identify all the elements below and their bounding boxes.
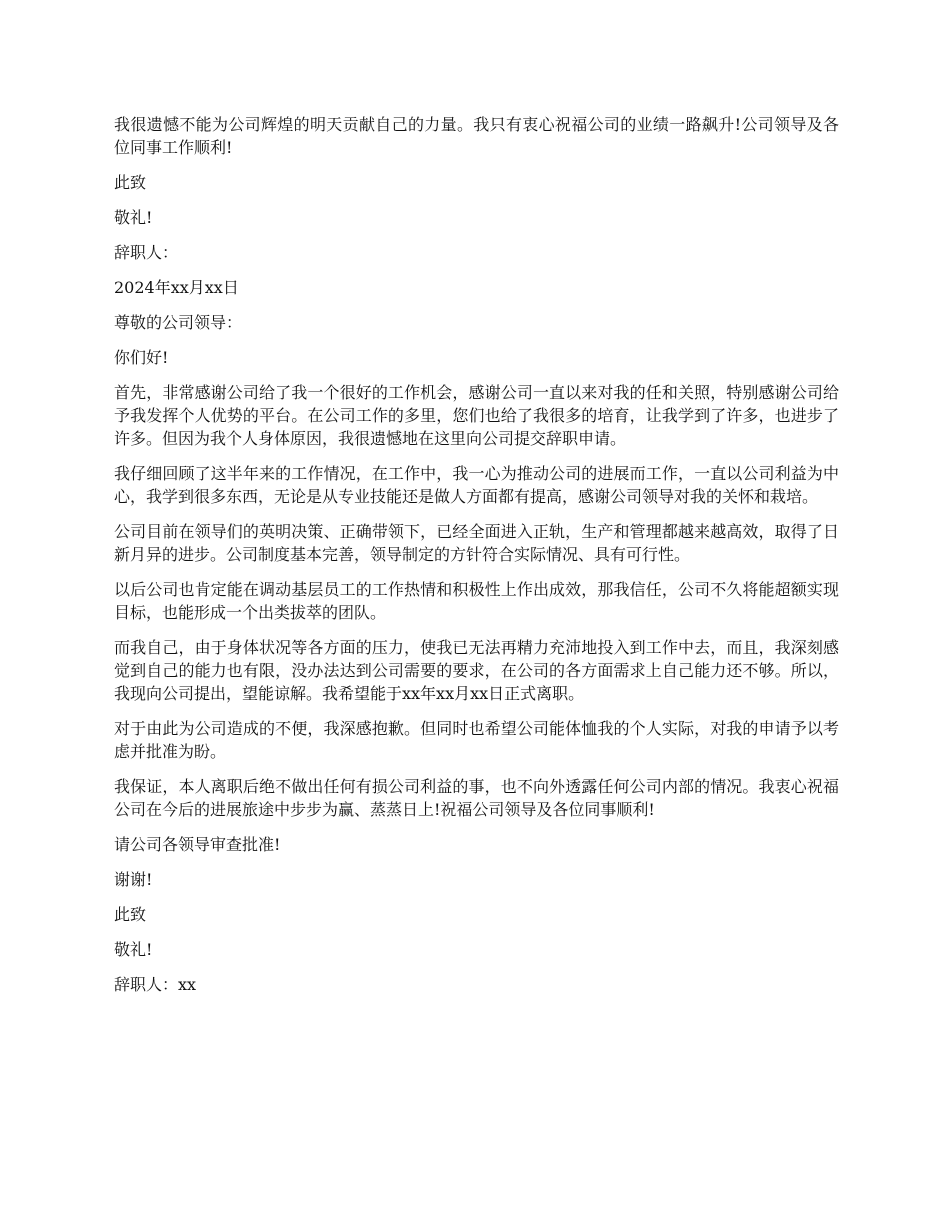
greeting: 你们好!	[114, 348, 169, 367]
paragraph-request: 请公司各领导审查批准!	[114, 835, 281, 854]
paragraph-thanks: 首先，非常感谢公司给了我一个很好的工作机会，感谢公司一直以来对我的任和关照，特别感谢公司给予我发挥个人优势的平台。在公司工作的多里，您们也给了我很多的培育，让我学到了许多，也进步了许多。但因为我个人身体原因，我很遗憾地在这里向公司提交辞职申请。	[114, 383, 839, 448]
paragraph-future: 以后公司也肯定能在调动基层员工的工作热情和积极性上作出成效，那我信任，公司不久将能超额实现目标，也能形成一个出类拔萃的团队。	[114, 580, 839, 622]
closing-jingli: 敬礼!	[114, 208, 153, 227]
closing-cizhi-2: 此致	[114, 905, 147, 924]
salutation: 尊敬的公司领导：	[114, 313, 243, 332]
paragraph-apology: 对于由此为公司造成的不便，我深感抱歉。但同时也希望公司能体恤我的个人实际，对我的申请予以考虑并批准为盼。	[114, 719, 839, 761]
signature-line: 辞职人：xx	[114, 975, 197, 994]
paragraph-thank-you: 谢谢!	[114, 870, 153, 889]
paragraph-reason: 而我自己，由于身体状况等各方面的压力，使我已无法再精力充沛地投入到工作中去，而且，我深刻感觉到自己的能力也有限，没办法达到公司需要的要求，在公司的各方面需求上自己能力还不够。所以，我现向公司提出，望能谅解。我希望能于xx年xx月xx日正式离职。	[114, 638, 839, 703]
closing-cizhi: 此致	[114, 173, 147, 192]
signature-label: 辞职人：	[114, 243, 179, 262]
date-line: 2024年xx月xx日	[114, 278, 239, 297]
paragraph-wish: 我很遗憾不能为公司辉煌的明天贡献自己的力量。我只有衷心祝福公司的业绩一路飙升!公司领导及各位同事工作顺利!	[114, 115, 839, 157]
closing-jingli-2: 敬礼!	[114, 940, 153, 959]
paragraph-review: 我仔细回顾了这半年来的工作情况，在工作中，我一心为推动公司的进展而工作，一直以公司利益为中心，我学到很多东西，无论是从专业技能还是做人方面都有提高，感谢公司领导对我的关怀和栽培。	[114, 464, 839, 506]
document-body	[114, 113, 839, 1008]
paragraph-guarantee: 我保证，本人离职后绝不做出任何有损公司利益的事，也不向外透露任何公司内部的情况。我衷心祝福公司在今后的进展旅途中步步为赢、蒸蒸日上!祝福公司领导及各位同事顺利!	[114, 777, 839, 819]
paragraph-company-status: 公司目前在领导们的英明决策、正确带领下，已经全面进入正轨，生产和管理都越来越高效，取得了日新月异的进步。公司制度基本完善，领导制定的方针符合实际情况、具有可行性。	[114, 522, 839, 564]
